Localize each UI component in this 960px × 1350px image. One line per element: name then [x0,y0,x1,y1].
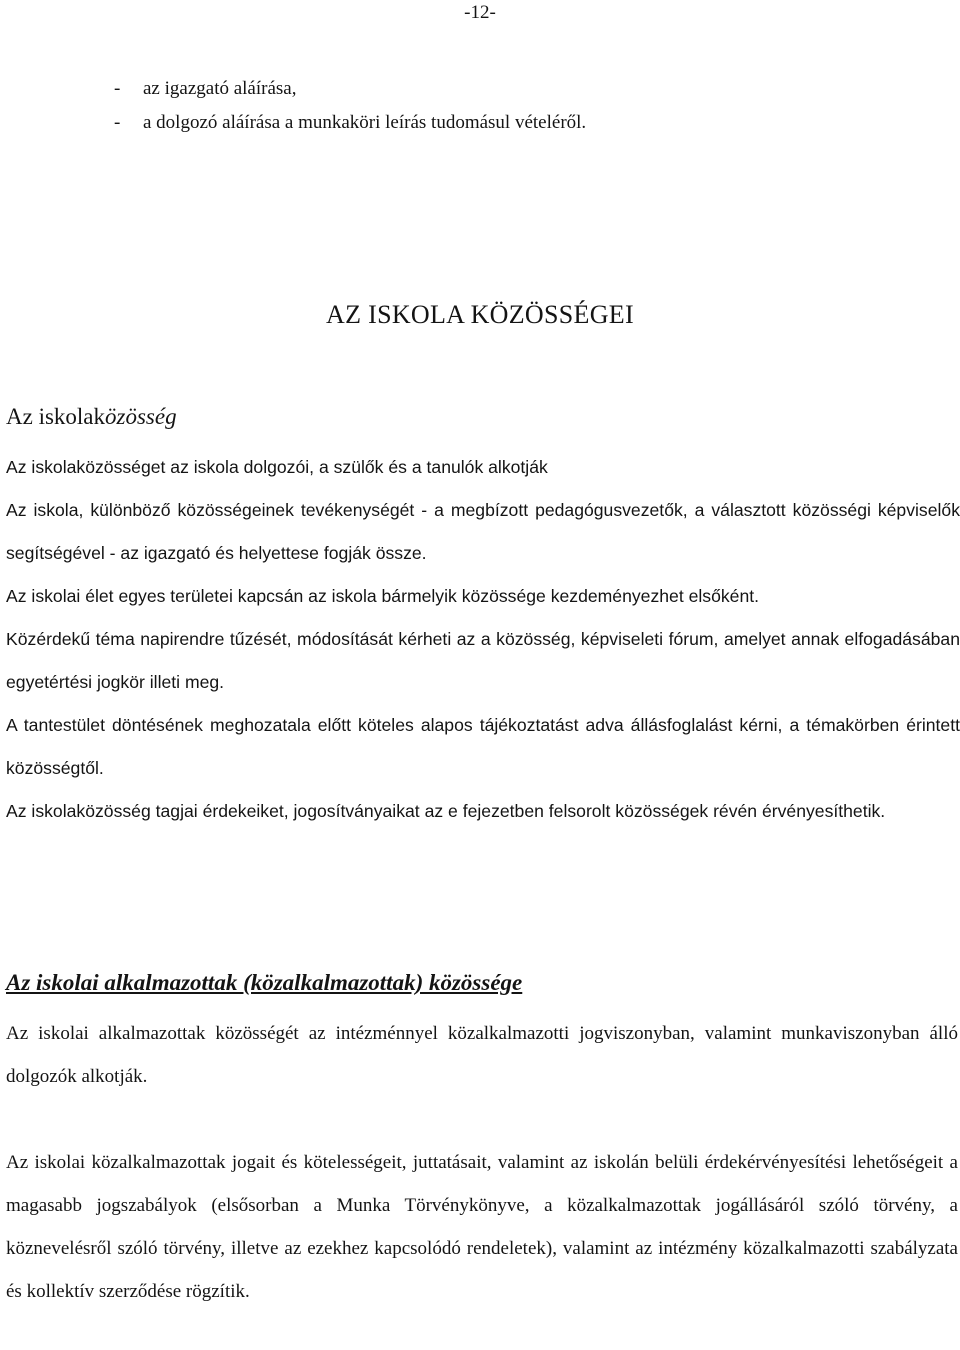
list-item [114,106,586,140]
list-item-text: az igazgató aláírása, [143,78,297,99]
paragraph: Az iskolai alkalmazottak közösségét az intézménnyel közalkalmazotti jogviszonyban, valamint munkaviszonyban álló dolgozók alkotják. [6,1023,958,1087]
bullet-dash: - [114,78,121,99]
list-item [114,72,586,106]
paragraph: Közérdekű téma napirendre tűzését, módosítását kérheti az a közösség, képviseleti fórum, amelyet annak elfogadásában egyetértési jogkör illeti meg. [6,629,960,692]
list-item-text: a dolgozó aláírása a munkaköri leírás tudomásul vételéről. [143,112,587,133]
section-heading-iskolakozosseg [6,404,177,430]
paragraph: Az iskolai élet egyes területei kapcsán az iskola bármelyik közössége kezdeményezhet elsőként. [6,586,760,606]
section-heading-italic: özösség [105,404,177,429]
paragraph: Az iskola, különböző közösségeinek tevékenységét - a megbízott pedagógusvezetők, a választott közösségi képviselők segítségével - az igazgató és helyettese fogják össze. [6,500,960,563]
paragraph: A tantestület döntésének meghozatala előtt köteles alapos tájékoztatást adva állásfoglalást kérni, a témakörben érintett közösségtől. [6,715,960,778]
paragraph: Az iskolaközösség tagjai érdekeiket, jogosítványaikat az e fejezetben felsorolt közösségek révén érvényesíthetik. [6,801,886,821]
signature-list [114,72,586,140]
paragraph: Az iskolaközösséget az iskola dolgozói, a szülők és a tanulók alkotják [6,457,548,477]
paragraph: Az iskolai közalkalmazottak jogait és kötelességeit, juttatásait, valamint az iskolán belüli érdekérvényesítési lehetőségeit a magasabb jogszabályok (elsősorban a Munka Törvénykönyve, a közalkalmazottak jogállásáról szóló törvény, a köznevelésről szóló törvény, illetve az ezekhez kapcsolódó rendeletek), valamint az intézmény közalkalmazotti szabályzata és kollektív szerződése rögzítik. [6,1152,958,1302]
section-heading-plain: Az iskolak [6,404,106,429]
chapter-title: AZ ISKOLA KÖZÖSSÉGEI [326,300,634,329]
section-heading-alkalmazottak: Az iskolai alkalmazottak (közalkalmazottak) közössége [6,970,523,995]
section-body-iskolakozosseg [6,446,960,833]
page-number: -12- [464,2,496,23]
bullet-dash: - [114,112,121,133]
